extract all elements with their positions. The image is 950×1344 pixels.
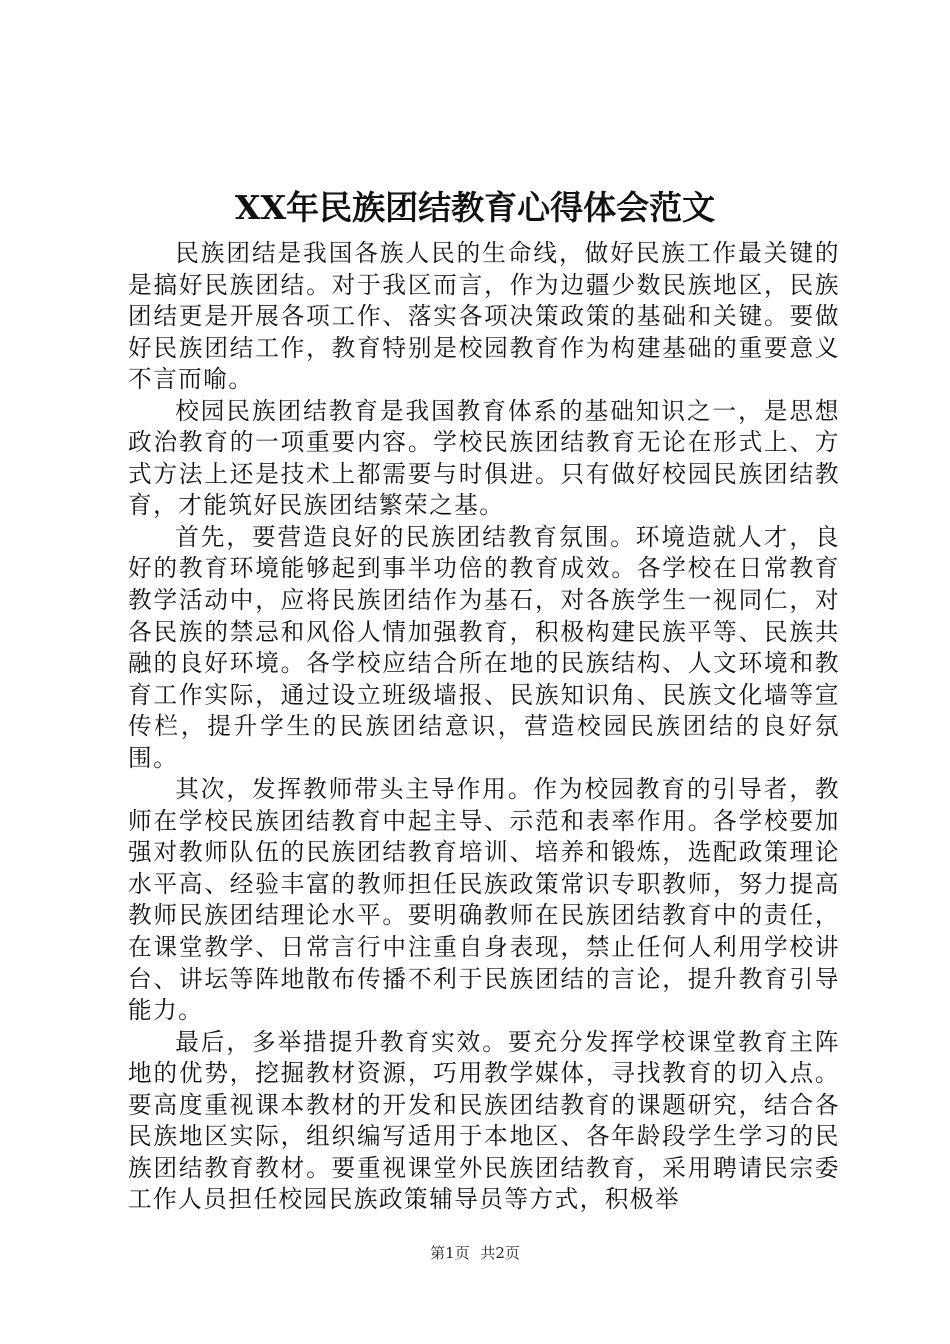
document-body [128, 238, 840, 1216]
page-number: 第1页 [430, 1244, 470, 1262]
paragraph-2: 校园民族团结教育是我国教育体系的基础知识之一，是思想政治教育的一项重要内容。学校民族团结教育无论在形式上、方式方法上还是技术上都需要与时俱进。只有做好校园民族团结教育，才能筑好民族团结繁荣之基。 [128, 396, 840, 520]
page-total: 共2页 [480, 1244, 520, 1262]
document-title: XX年民族团结教育心得体会范文 [234, 188, 716, 227]
page-footer [0, 1242, 950, 1264]
paragraph-5: 最后，多举措提升教育实效。要充分发挥学校课堂教育主阵地的优势，挖掘教材资源，巧用教学媒体，寻找教育的切入点。要高度重视课本教材的开发和民族团结教育的课题研究，结合各民族地区实际，组织编写适用于本地区、各年龄段学生学习的民族团结教育教材。要重视课堂外民族团结教育，采用聘请民宗委工作人员担任校园民族政策辅导员等方式，积极举 [128, 1027, 840, 1214]
paragraph-4: 其次，发挥教师带头主导作用。作为校园教育的引导者，教师在学校民族团结教育中起主导、示范和表率作用。各学校要加强对教师队伍的民族团结教育培训、培养和锻炼，选配政策理论水平高、经验丰富的教师担任民族政策常识专职教师，努力提高教师民族团结理论水平。要明确教师在民族团结教育中的责任，在课堂教学、日常言行中注重自身表现，禁止任何人利用学校讲台、讲坛等阵地散布传播不利于民族团结的言论，提升教育引导能力。 [128, 775, 840, 1025]
paragraph-3: 首先，要营造良好的民族团结教育氛围。环境造就人才，良好的教育环境能够起到事半功倍的教育成效。各学校在日常教育教学活动中，应将民族团结作为基石，对各族学生一视同仁，对各民族的禁忌和风俗人情加强教育，积极构建民族平等、民族共融的良好环境。各学校应结合所在地的民族结构、人文环境和教育工作实际，通过设立班级墙报、民族知识角、民族文化墙等宣传栏，提升学生的民族团结意识，营造校园民族团结的良好氛围。 [128, 522, 840, 772]
paragraph-1: 民族团结是我国各族人民的生命线，做好民族工作最关键的是搞好民族团结。对于我区而言，作为边疆少数民族地区，民族团结更是开展各项工作、落实各项决策政策的基础和关键。要做好民族团结工作，教育特别是校园教育作为构建基础的重要意义不言而喻。 [128, 239, 840, 394]
